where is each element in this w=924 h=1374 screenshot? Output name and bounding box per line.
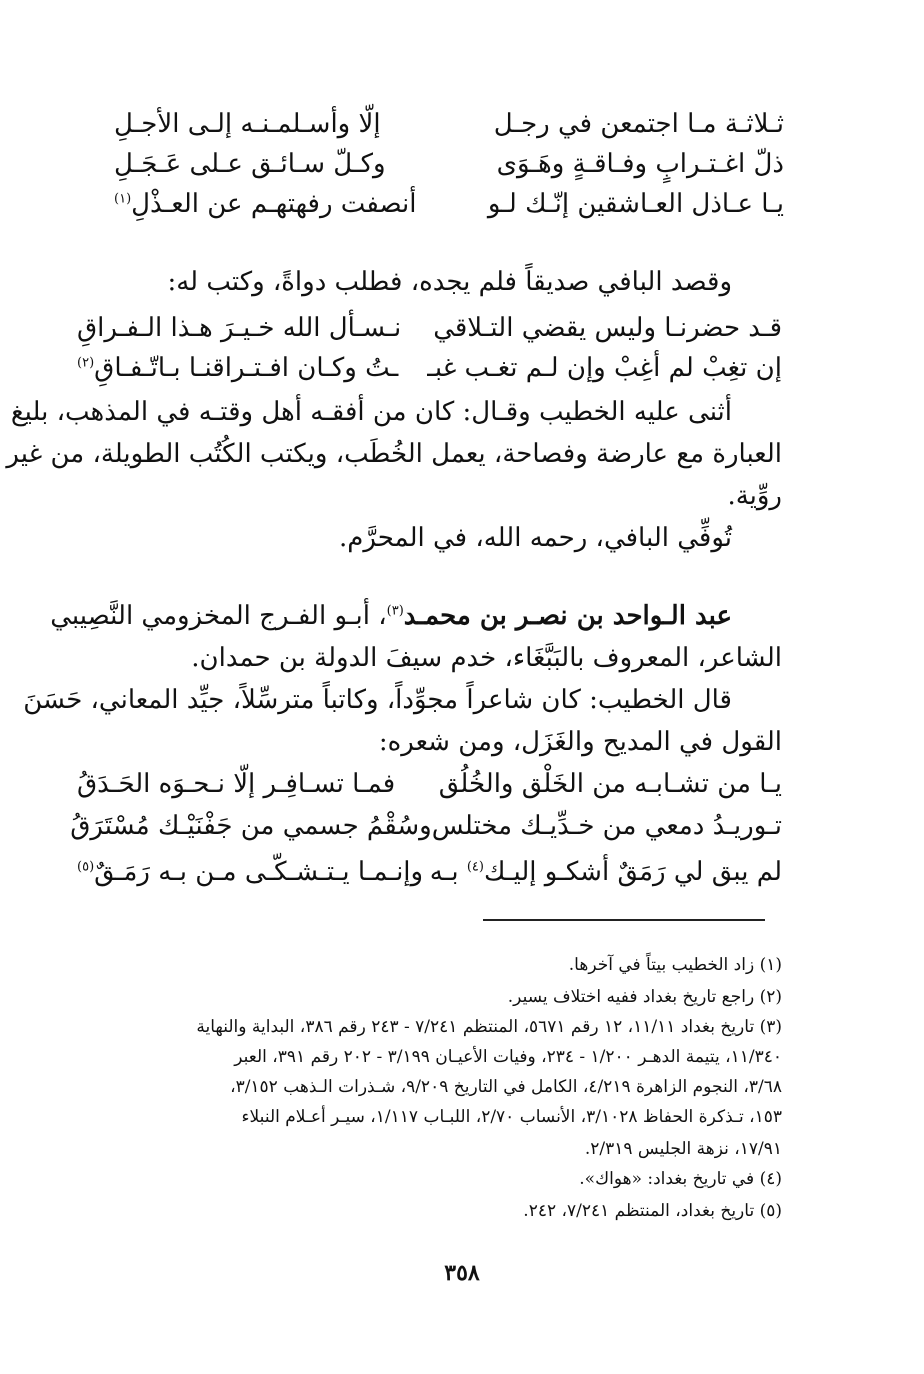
verse-second-hemistich: فمـا تسـافِـر إلّا نـحـوَه الحَـدَقُ	[77, 769, 396, 799]
verse-line	[114, 144, 784, 184]
verse-first-hemistich: ثـلاثـة مـا اجتمعن في رجـل	[493, 109, 784, 139]
page-number: ٣٥٨	[444, 1260, 480, 1286]
footnote-divider	[483, 919, 765, 921]
footnote-marker: (٢)	[77, 355, 95, 371]
footnote: (٤) في تاريخ بغداد: «هواك».	[579, 1169, 782, 1189]
entry-line: الشاعر، المعروف بالبَبَّغَاء، خدم سيفَ الدولة بن حمدان.	[191, 643, 782, 673]
verse-line	[77, 308, 782, 348]
footnote-marker: (٣)	[386, 603, 404, 619]
verse-line	[70, 806, 782, 846]
footnote: (١) زاد الخطيب بيتاً في آخرها.	[568, 955, 782, 975]
paragraph-line: قال الخطيب: كان شاعراً مجوِّداً، وكاتباً مترسِّلاً، جيِّد المعاني، حَسَنَ	[23, 685, 732, 715]
verse-first-hemistich: تـوريـدُ دمعي من خـدِّيـك مختلس	[431, 811, 782, 841]
verse-second-hemistich: نـسـأل الله خـيـرَ هـذا الـفـراقِ	[77, 313, 402, 343]
intro-line: وقصد البافي صديقاً فلم يجده، فطلب دواةً، وكتب له:	[167, 267, 732, 297]
verse-second-hemistich: إلّا وأسـلمـنـه إلـى الأجـلِ	[114, 109, 381, 139]
verse-second-hemistich: أنصفت رفهتهـم عن العـذْلِ$^{(١)}$	[114, 189, 417, 219]
paragraph-line: أثنى عليه الخطيب وقـال: كان من أفقـه أهل وقتـه في المذهب، بليغ	[10, 397, 732, 427]
paragraph-line: القول في المديح والغَزَل، ومن شعره:	[378, 727, 782, 757]
verse-second-hemistich: وسُقْمُ جسمي من جَفْنَيْـك مُسْتَرَقُ	[70, 811, 432, 841]
footnote-marker: (١)	[114, 191, 132, 207]
verse-second-hemistich: وكـلّ سـائـق عـلى عَـجَـلِ	[114, 149, 386, 179]
paragraph-line: العبارة مع عارضة وفصاحة، يعمل الخُطَب، ويكتب الكُتُب الطويلة، من غير	[6, 439, 782, 469]
entry-heading	[27, 596, 782, 636]
entry-name-rest: ، أبـو الفـرج المخزومي النَّصِيبي	[50, 601, 387, 631]
paragraph-line: روِّية.	[727, 481, 782, 511]
verse-line	[114, 104, 784, 144]
verse-line	[114, 184, 784, 224]
footnote-continuation: ٣/٦٨، النجوم الزاهرة ٤/٢١٩، الكامل في التاريخ ٩/٢٠٩، شـذرات الـذهب ٣/١٥٢،	[230, 1077, 782, 1097]
footnote-continuation: ١٥٣، تـذكرة الحفاظ ٣/١٠٢٨، الأنساب ٢/٧٠، اللبـاب ١/١١٧، سيـر أعـلام النبلاء	[241, 1107, 782, 1127]
footnote-marker: (٤)	[466, 859, 484, 875]
verse-first-hemistich: ذلّ اغـتـرابٍ وفـاقـةٍ وهَـوَى	[496, 149, 784, 179]
verse-second-hemistich: ـتُ وكـان افـتـراقنـا بـاتّـفـاقِ$^{(٢)}$	[77, 353, 399, 383]
footnote: (٣) تاريخ بغداد ١١/١١، ١٢ رقم ٥٦٧١، المنتظم ٧/٢٤١ - ٢٤٣ رقم ٣٨٦، البداية والنهاية	[196, 1017, 782, 1037]
verse-first-hemistich: لم يبق لي رَمَقٌ أشكـو إليـك$^{(٤)}$ بـه	[429, 857, 782, 887]
verse-first-hemistich: يـا عـاذل العـاشقين إنّـك لـو	[487, 189, 784, 219]
verse-second-hemistich: وإنـمـا يـتـشـكّـى مـن بـه رَمَـقٌ$^{(٥)}$	[77, 857, 424, 887]
entry-name: عبد الـواحد بن نصـر بن محمـد	[403, 601, 732, 631]
footnote-continuation: ١٧/٩١، نزهة الجليس ٢/٣١٩.	[584, 1139, 782, 1159]
verse-line	[77, 852, 782, 892]
verse-line	[77, 764, 782, 804]
verse-first-hemistich: إن تغِبْ لم أغِبْ وإن لـم تغـب غبـ	[427, 353, 782, 383]
verse-line	[77, 348, 782, 388]
footnote: (٥) تاريخ بغداد، المنتظم ٧/٢٤١، ٢٤٢.	[523, 1201, 782, 1221]
footnote-marker: (٥)	[77, 859, 95, 875]
verse-first-hemistich: يـا من تشـابـه من الخَلْق والخُلُق	[438, 769, 782, 799]
footnote: (٢) راجع تاريخ بغداد ففيه اختلاف يسير.	[507, 987, 782, 1007]
verse-first-hemistich: قـد حضرنـا وليس يقضي التـلاقي	[433, 313, 782, 343]
death-line: تُوفِّي البافي، رحمه الله، في المحرَّم.	[339, 523, 732, 553]
footnote-continuation: ١١/٣٤٠، يتيمة الدهـر ١/٢٠٠ - ٢٣٤، وفيات الأعيـان ٣/١٩٩ - ٢٠٢ رقم ٣٩١، العبر	[234, 1047, 782, 1067]
